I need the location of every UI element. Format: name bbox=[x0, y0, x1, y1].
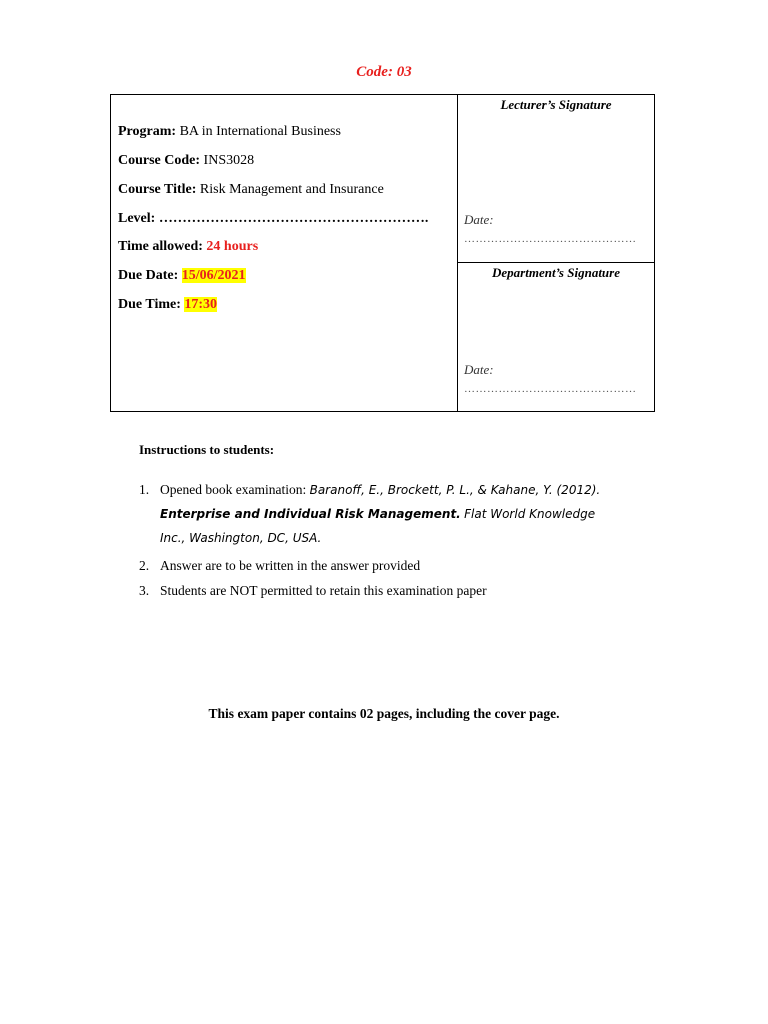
program-label: Program: bbox=[118, 124, 177, 139]
due-time-row bbox=[118, 297, 217, 313]
citation-authors: Baranoff, E., Brockett, P. L., & Kahane, Y. (2012). bbox=[309, 483, 601, 497]
department-date-dots: ……………………………………… bbox=[464, 383, 637, 395]
level-row bbox=[118, 211, 428, 227]
due-time-label: Due Time: bbox=[118, 297, 181, 312]
due-time-value: 17:30 bbox=[184, 297, 218, 312]
list-item bbox=[139, 554, 619, 578]
program-row bbox=[118, 124, 341, 140]
instructions-title: Instructions to students: bbox=[139, 442, 275, 457]
citation-title: Enterprise and Individual Risk Management. bbox=[160, 507, 461, 521]
department-signature-cell bbox=[458, 263, 654, 411]
course-title-label: Course Title: bbox=[118, 182, 197, 197]
lecturer-date-dots: ……………………………………… bbox=[464, 233, 637, 245]
list-item bbox=[139, 579, 619, 603]
course-title-row bbox=[118, 182, 384, 198]
course-code-value: INS3028 bbox=[203, 153, 255, 168]
list-number: 1. bbox=[139, 482, 150, 497]
instruction-prefix: Opened book examination: bbox=[160, 482, 307, 497]
course-info-cell bbox=[111, 95, 458, 411]
time-allowed-value: 24 hours bbox=[206, 239, 259, 254]
course-code-row bbox=[118, 153, 254, 169]
cover-table bbox=[110, 94, 655, 412]
page-count-note: This exam paper contains 02 pages, including the cover page. bbox=[208, 706, 560, 721]
course-title-value: Risk Management and Insurance bbox=[199, 182, 384, 197]
citation-publisher: Flat World Knowledge Inc., Washington, DC, USA. bbox=[160, 507, 596, 545]
level-value: …………………………………………………. bbox=[158, 211, 429, 226]
program-value: BA in International Business bbox=[179, 124, 341, 139]
level-label: Level: bbox=[118, 211, 156, 226]
department-signature-title: Department’s Signature bbox=[492, 265, 620, 280]
course-code-label: Course Code: bbox=[118, 153, 201, 168]
list-number: 2. bbox=[139, 558, 150, 573]
lecturer-date-label: Date: bbox=[464, 212, 494, 227]
paper-code: Code: 03 bbox=[356, 64, 412, 80]
instruction-text: Answer are to be written in the answer provided bbox=[160, 558, 421, 573]
due-date-row bbox=[118, 268, 246, 284]
instruction-text: Students are NOT permitted to retain this examination paper bbox=[160, 583, 487, 598]
due-date-value: 15/06/2021 bbox=[181, 268, 246, 283]
instructions-list bbox=[139, 478, 619, 603]
department-date-label: Date: bbox=[464, 362, 494, 377]
time-allowed-label: Time allowed: bbox=[118, 239, 203, 254]
time-allowed-row bbox=[118, 239, 258, 255]
list-number: 3. bbox=[139, 583, 150, 598]
lecturer-signature-cell bbox=[458, 95, 654, 263]
due-date-label: Due Date: bbox=[118, 268, 179, 283]
lecturer-signature-title: Lecturer’s Signature bbox=[500, 97, 612, 112]
list-item bbox=[139, 478, 619, 550]
